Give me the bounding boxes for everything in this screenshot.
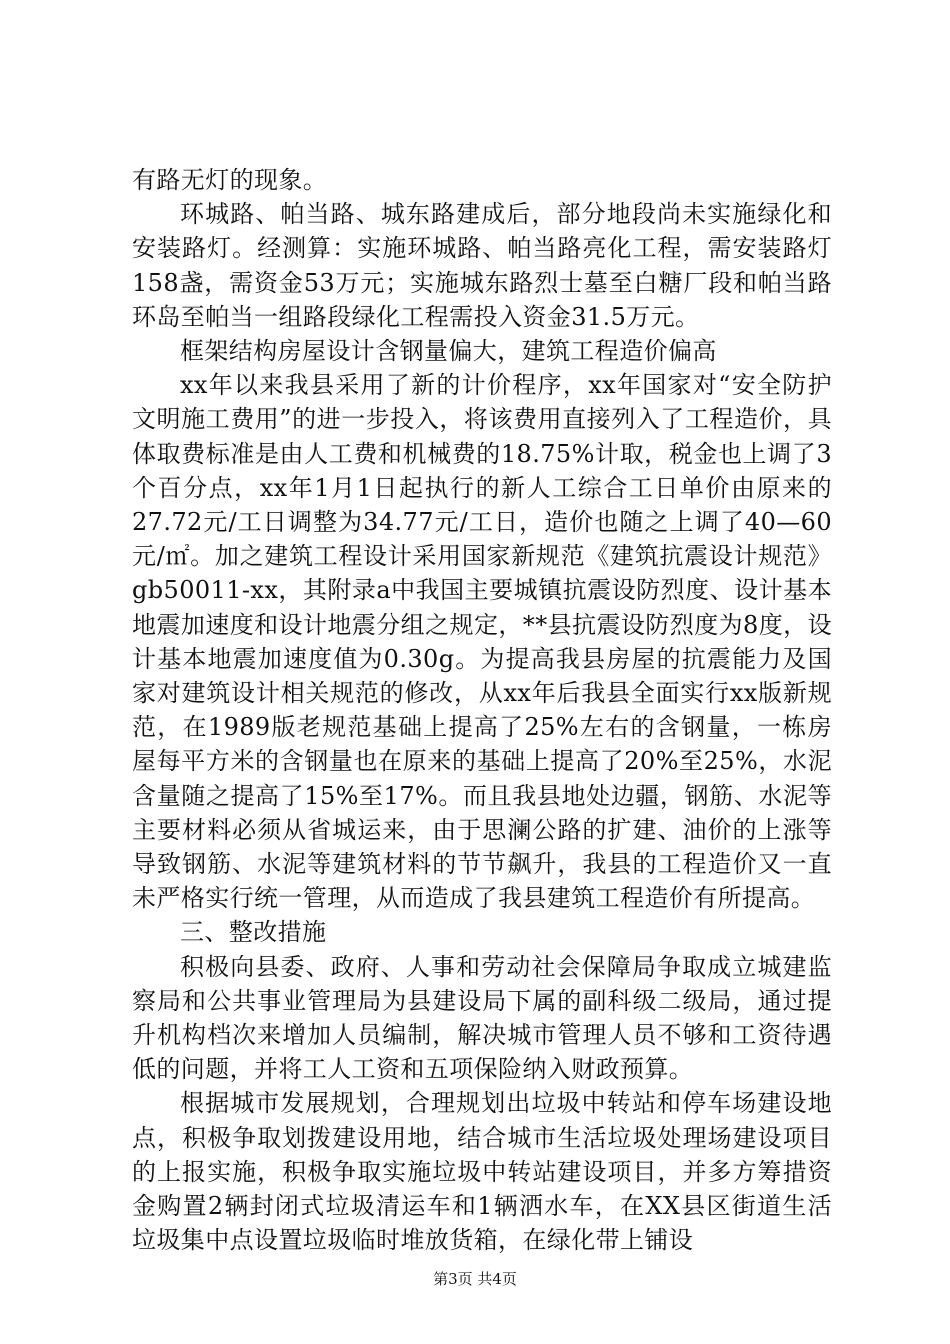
section-heading-rectification: 三、整改措施: [180, 918, 327, 947]
page-number-footer: 第3页 共4页: [433, 1270, 517, 1288]
paragraph-cost-analysis: xx年以来我县采用了新的计价程序，xx年国家对“安全防护文明施工费用”的进一步投入，将该费用直接列入了工程造价，具体取费标准是由人工费和机械费的18.75%计取，税金也上调了3个百分点，xx年1月1日起执行的新人工综合工日单价由原来的27.72元/工日调整为34.77元/工日，造价也随之上调了40—60元/㎡。加之建筑工程设计采用国家新规范《建筑抗震设计规范》gb50011-xx，其附录a中我国主要城镇抗震设防烈度、设计基本地震加速度和设计地震分组之规定，**县抗震设防烈度为8度，设计基本地震加速度值为0.30g。为提高我县房屋的抗震能力及国家对建筑设计相关规范的修改，从xx年后我县全面实行xx版新规范，在1989版老规范基础上提高了25%左右的含钢量，一栋房屋每平方米的含钢量也在原来的基础上提高了20%至25%，水泥含量随之提高了15%至17%。而且我县地处边疆，钢筋、水泥等主要材料必须从省城运来，由于思澜公路的扩建、油价的上涨等导致钢筋、水泥等建筑材料的节节飙升，我县的工程造价又一直未严格实行统一管理，从而造成了我县建筑工程造价有所提高。: [132, 371, 832, 913]
paragraph-continuation: 有路无灯的现象。: [132, 166, 328, 194]
paragraph-road-lighting: 环城路、帕当路、城东路建成后，部分地段尚未实施绿化和安装路灯。经测算：实施环城路、帕当路亮化工程，需安装路灯158盏，需资金53万元；实施城东路烈士墓至白糖厂段和帕当路环岛至帕当一组路段绿化工程需投入资金31.5万元。: [132, 200, 832, 331]
section-heading-steel-cost: 框架结构房屋设计含钢量偏大，建筑工程造价偏高: [180, 337, 717, 366]
paragraph-garbage-measures: 根据城市发展规划，合理规划出垃圾中转站和停车场建设地点，积极争取划拨建设用地，结合城市生活垃圾处理场建设项目的上报实施，积极争取实施垃圾中转站建设项目，并多方筹措资金购置2辆封闭式垃圾清运车和1辆洒水车，在XX县区街道生活垃圾集中点设置垃圾临时堆放货箱，在绿化带上铺设: [132, 1089, 832, 1255]
paragraph-staffing-measures: 积极向县委、政府、人事和劳动社会保障局争取成立城建监察局和公共事业管理局为县建设局下属的副科级二级局，通过提升机构档次来增加人员编制，解决城市管理人员不够和工资待遇低的问题，并将工人工资和五项保险纳入财政预算。: [132, 952, 832, 1084]
document-body: [132, 163, 832, 1258]
